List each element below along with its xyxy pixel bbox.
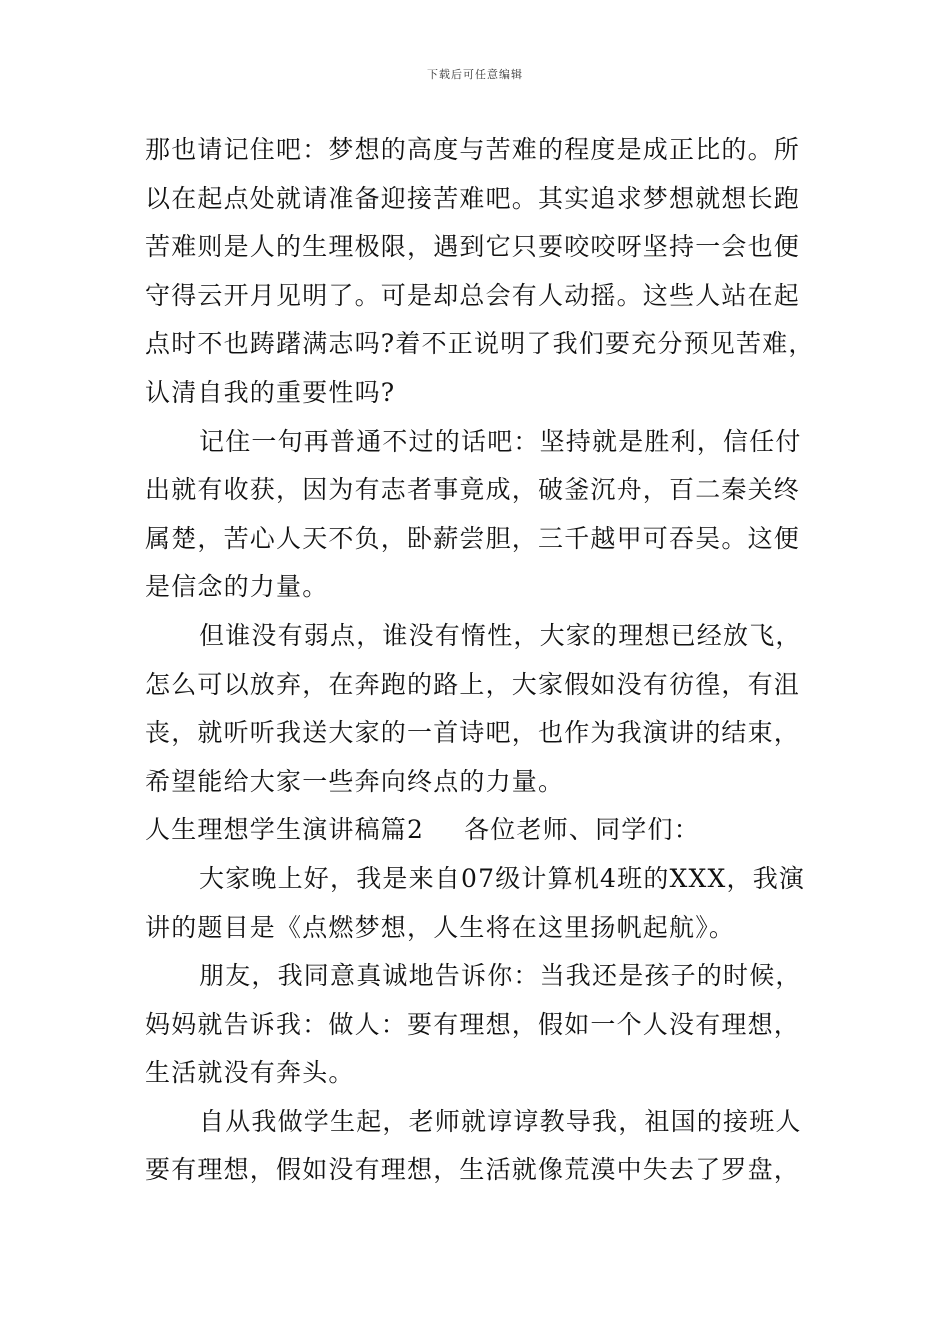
- text-line: 但谁没有弱点，谁没有惰性，大家的理想已经放飞，: [199, 620, 802, 650]
- text-line: 是信念的力量。: [145, 572, 329, 602]
- section-title: 人生理想学生演讲稿篇2: [145, 815, 425, 845]
- text-line: 要有理想，假如没有理想，生活就像荒漠中失去了罗盘，: [145, 1155, 801, 1185]
- greeting: 各位老师、同学们：: [464, 815, 700, 845]
- text-line: 以在起点处就请准备迎接苦难吧。其实追求梦想就想长跑: [145, 183, 801, 213]
- text-line: 守得云开月见明了。可是却总会有人动摇。这些人站在起: [145, 280, 801, 310]
- text-line: 自从我做学生起，老师就谆谆教导我，祖国的接班人: [199, 1106, 802, 1136]
- text-line: 朋友，我同意真诚地告诉你：当我还是孩子的时候，: [199, 961, 802, 991]
- text-line: 生活就没有奔头。: [145, 1058, 355, 1088]
- page-header-note: 下载后可任意编辑: [427, 68, 523, 81]
- text-line: 那也请记住吧：梦想的高度与苦难的程度是成正比的。所: [145, 135, 801, 164]
- text-line: 讲的题目是《点燃梦想，人生将在这里扬帆起航》。: [145, 912, 736, 942]
- text-line: 大家晚上好，我是来自07级计算机4班的XXX，我演: [199, 863, 806, 893]
- section-heading-line: [145, 806, 810, 855]
- text-line: 希望能给大家一些奔向终点的力量。: [145, 766, 565, 796]
- text-line: 属楚，苦心人天不负，卧薪尝胆，三千越甲可吞吴。这便: [145, 523, 801, 553]
- text-line: 记住一句再普通不过的话吧：坚持就是胜利，信任付: [199, 426, 802, 456]
- text-line: 点时不也踌躇满志吗?着不正说明了我们要充分预见苦难，: [145, 329, 815, 359]
- text-line: 妈妈就告诉我：做人：要有理想，假如一个人没有理想，: [145, 1009, 801, 1039]
- text-line: 怎么可以放弃，在奔跑的路上，大家假如没有彷徨，有沮: [145, 669, 801, 699]
- text-line: 出就有收获，因为有志者事竟成，破釜沉舟，百二秦关终: [145, 475, 801, 505]
- text-line: 苦难则是人的生理极限，遇到它只要咬咬呀坚持一会也便: [145, 232, 801, 262]
- document-body: [145, 126, 815, 1195]
- text-line: 丧，就听听我送大家的一首诗吧，也作为我演讲的结束，: [145, 718, 801, 748]
- text-line: 认清自我的重要性吗?: [145, 377, 396, 407]
